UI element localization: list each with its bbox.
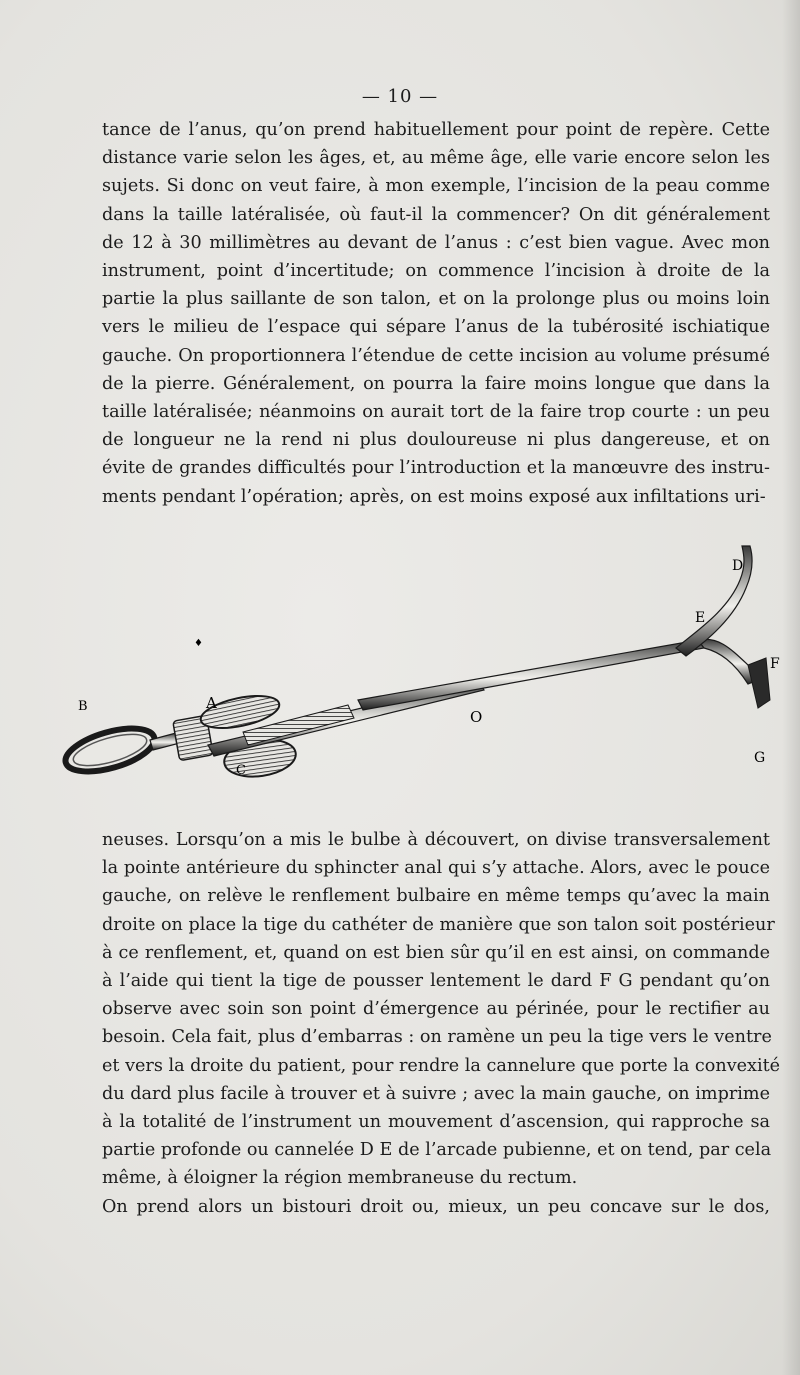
label-o: O — [470, 708, 483, 726]
text-line: de 12 à 30 millimètres au devant de l’anus : c’est bien vague. Avec mon — [102, 232, 770, 253]
text-line: tance de l’anus, qu’on prend habituellement pour point de repère. Cette — [102, 120, 770, 140]
text-line: la pointe antérieure du sphincter anal qui s’y attache. Alors, avec le pouce — [102, 858, 770, 879]
label-e: E — [695, 610, 706, 626]
text-line: à l’aide qui tient la tige de pousser lentement le dard F G pendant qu’on — [102, 971, 770, 992]
text-line: neuses. Lorsqu’on a mis le bulbe à découvert, on divise transversalement — [102, 830, 770, 850]
finger-ring — [61, 720, 159, 780]
page-number: — 10 — — [361, 86, 439, 107]
text-line: ments pendant l’opération; après, on est moins exposé aux infiltations uri- — [102, 486, 766, 507]
text-line: à la totalité de l’instrument un mouvement d’ascension, qui rapproche sa — [102, 1112, 770, 1133]
text-line: instrument, point d’incertitude; on commence l’incision à droite de la — [102, 261, 770, 282]
label-mark: ♦ — [194, 638, 203, 649]
text-line: On prend alors un bistouri droit ou, mieux, un peu concave sur le dos, — [102, 1196, 770, 1217]
text-line: gauche. On proportionnera l’étendue de cette incision au volume présumé — [102, 345, 770, 366]
text-line: évite de grandes difficultés pour l’introduction et la manœuvre des instru- — [102, 458, 770, 479]
instrument-engraving — [58, 540, 798, 790]
text-line: vers le milieu de l’espace qui sépare l’anus de la tubérosité ischiatique — [102, 317, 770, 338]
label-c: C — [236, 763, 246, 778]
label-g: G — [754, 750, 766, 766]
label-f: F — [770, 656, 780, 672]
text-line: taille latéralisée; néanmoins on aurait tort de la faire trop courte : un peu — [102, 402, 770, 423]
text-line: sujets. Si donc on veut faire, à mon exemple, l’incision de la peau comme — [102, 176, 770, 197]
text-line: et vers la droite du patient, pour rendre la cannelure que porte la convexité — [102, 1055, 781, 1076]
paragraph-2 — [102, 826, 781, 1221]
text-line: à ce renflement, et, quand on est bien sûr qu’il en est ainsi, on commande — [102, 942, 770, 963]
text-line: partie profonde ou cannelée D E de l’arcade pubienne, et on tend, par cela — [102, 1140, 772, 1161]
curved-beak — [698, 639, 758, 684]
text-line: même, à éloigner la région membraneuse du rectum. — [102, 1168, 578, 1189]
text-line: du dard plus facile à trouver et à suivre ; avec la main gauche, on imprime — [102, 1083, 770, 1104]
text-line: gauche, on relève le renflement bulbaire en même temps qu’avec la main — [102, 886, 770, 907]
text-line: observe avec soin son point d’émergence au périnée, pour le rectifier au — [102, 999, 770, 1020]
text-line: partie la plus saillante de son talon, et on la prolonge plus ou moins loin — [102, 289, 770, 310]
upper-rod — [358, 640, 704, 710]
label-d: D — [732, 558, 744, 574]
paragraph-1 — [102, 116, 770, 511]
text-line: distance varie selon les âges, et, au même âge, elle varie encore selon les — [102, 148, 770, 169]
text-line: de la pierre. Généralement, on pourra la faire moins longue que dans la — [102, 373, 770, 394]
text-line: besoin. Cela fait, plus d’embarras : on ramène un peu la tige vers le ventre — [102, 1027, 772, 1048]
text-line: droite on place la tige du cathéter de manière que son talon soit postérieur — [102, 914, 775, 935]
text-line: dans la taille latéralisée, où faut-il la commencer? On dit généralement — [102, 204, 770, 225]
label-a: A — [206, 694, 217, 712]
text-line: de longueur ne la rend ni plus douloureuse ni plus dangereuse, et on — [102, 430, 770, 451]
label-b: B — [78, 699, 88, 714]
catheter-instrument-figure — [58, 540, 798, 790]
